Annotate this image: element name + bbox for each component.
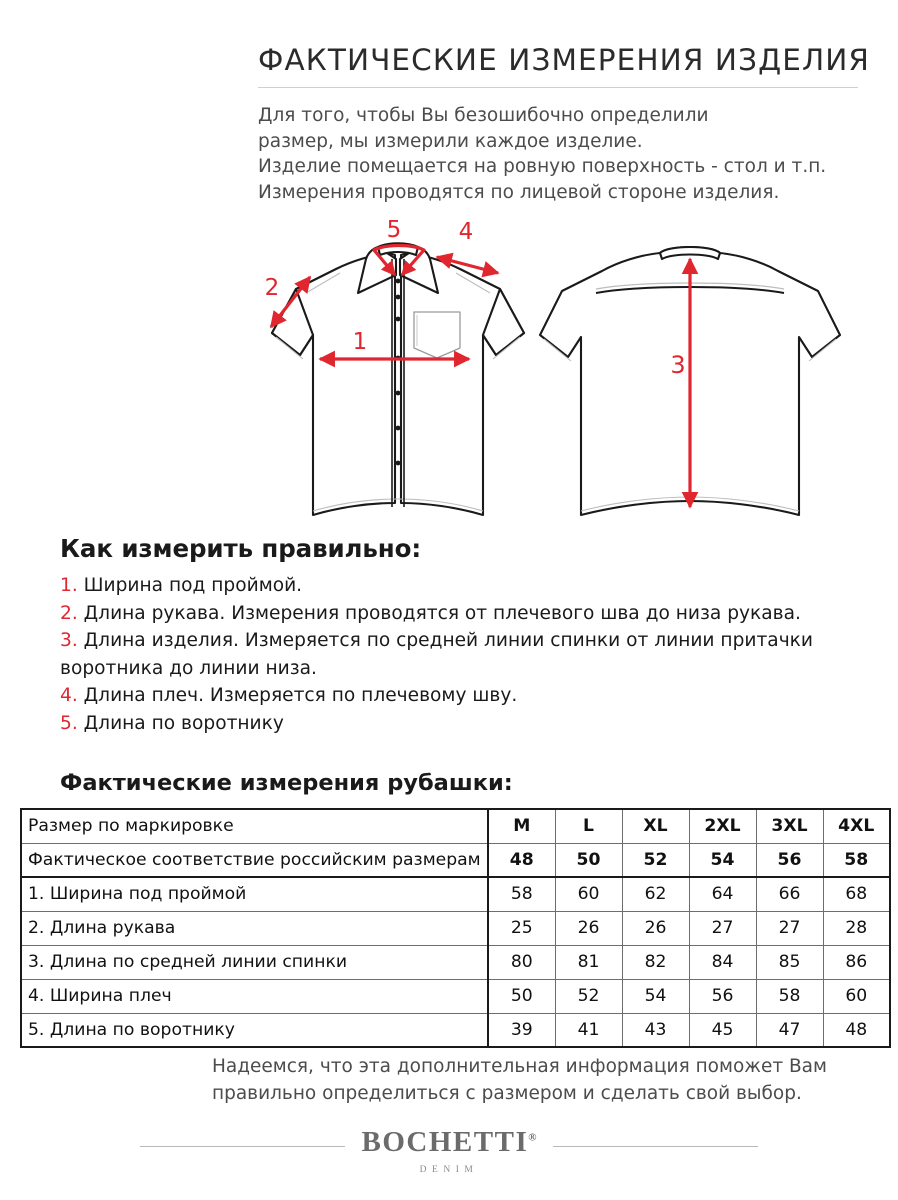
table-cell: 25 xyxy=(488,911,555,945)
shirt-buttons xyxy=(396,279,401,466)
page-title: ФАКТИЧЕСКИЕ ИЗМЕРЕНИЯ ИЗДЕЛИЯ xyxy=(258,43,871,77)
intro-line: Изделие помещается на ровную поверхность - стол и т.п. xyxy=(258,156,827,178)
intro-line: Измерения проводятся по лицевой стороне изделия. xyxy=(258,181,780,203)
table-cell: 2XL xyxy=(689,809,756,843)
outro-paragraph xyxy=(212,1053,852,1107)
table-cell: 58 xyxy=(823,843,890,877)
table-cell: 50 xyxy=(555,843,622,877)
table-cell: 80 xyxy=(488,945,555,979)
table-cell: 28 xyxy=(823,911,890,945)
table-cell: 39 xyxy=(488,1013,555,1047)
size-table-title: Фактические измерения рубашки: xyxy=(60,770,513,796)
table-cell: 48 xyxy=(488,843,555,877)
table-cell: 50 xyxy=(488,979,555,1013)
list-item-text: Ширина под проймой. xyxy=(77,575,303,596)
table-cell: 3XL xyxy=(756,809,823,843)
table-row-russian-sizes xyxy=(21,843,890,877)
shirt-measurement-diagram xyxy=(0,215,898,525)
table-cell: 26 xyxy=(555,911,622,945)
table-row xyxy=(21,1013,890,1047)
callout-4-label: 4 xyxy=(458,219,474,245)
shirt-diagram-svg xyxy=(0,215,898,525)
table-row-label: Размер по маркировке xyxy=(21,809,488,843)
intro-line: размер, мы измерили каждое изделие. xyxy=(258,130,643,152)
title-divider xyxy=(258,87,858,88)
table-cell: 27 xyxy=(689,911,756,945)
list-item-number: 2. xyxy=(60,602,78,624)
registered-trademark-icon: ® xyxy=(528,1131,537,1144)
brand-logo xyxy=(0,1126,898,1159)
table-cell: 54 xyxy=(622,979,689,1013)
list-item-text: Длина рукава. Измерения проводятся от плечевого шва до низа рукава. xyxy=(77,602,801,624)
table-cell: M xyxy=(488,809,555,843)
header xyxy=(258,43,871,205)
table-cell: 54 xyxy=(689,843,756,877)
size-table xyxy=(20,808,891,1048)
table-cell: 45 xyxy=(689,1013,756,1047)
table-cell: 56 xyxy=(756,843,823,877)
outro-line: правильно определиться с размером и сделать свой выбор. xyxy=(212,1083,802,1104)
table-row-label: Фактическое соответствие российским размерам xyxy=(21,843,488,877)
list-item-number: 4. xyxy=(60,685,78,706)
table-cell: XL xyxy=(622,809,689,843)
list-item-text: Длина по воротнику xyxy=(77,712,284,734)
table-row-label: 3. Длина по средней линии спинки xyxy=(21,945,488,979)
how-to-measure-list xyxy=(60,572,870,737)
brand-footer xyxy=(0,1118,898,1188)
list-item xyxy=(60,600,870,628)
table-row xyxy=(21,945,890,979)
callout-3-label: 3 xyxy=(670,351,686,379)
table-cell: 47 xyxy=(756,1013,823,1047)
table-cell: 26 xyxy=(622,911,689,945)
table-cell: 52 xyxy=(622,843,689,877)
table-cell: 27 xyxy=(756,911,823,945)
table-row-label: 4. Ширина плеч xyxy=(21,979,488,1013)
list-item-continuation xyxy=(60,655,870,683)
list-item-text: воротника до линии низа. xyxy=(60,657,317,679)
table-cell: 82 xyxy=(622,945,689,979)
list-item xyxy=(60,572,870,600)
list-item xyxy=(60,710,870,738)
table-cell: 86 xyxy=(823,945,890,979)
table-cell: 60 xyxy=(555,877,622,911)
table-cell: L xyxy=(555,809,622,843)
table-row xyxy=(21,911,890,945)
callout-2-label: 2 xyxy=(264,275,280,301)
outro-line: Надеемся, что эта дополнительная информация поможет Вам xyxy=(212,1056,827,1077)
callout-5-label: 5 xyxy=(386,217,402,243)
table-cell: 56 xyxy=(689,979,756,1013)
table-cell: 66 xyxy=(756,877,823,911)
table-cell: 41 xyxy=(555,1013,622,1047)
list-item xyxy=(60,627,870,655)
callout-1-label: 1 xyxy=(352,329,368,355)
how-to-measure-section xyxy=(60,534,870,737)
table-cell: 4XL xyxy=(823,809,890,843)
list-item-text: Длина изделия. Измеряется по средней линии спинки от линии притачки xyxy=(77,630,813,651)
how-to-measure-title: Как измерить правильно: xyxy=(60,534,422,563)
intro-line: Для того, чтобы Вы безошибочно определили xyxy=(258,105,709,127)
table-row xyxy=(21,979,890,1013)
table-cell: 43 xyxy=(622,1013,689,1047)
table-row xyxy=(21,877,890,911)
list-item-number: 5. xyxy=(60,712,78,734)
brand-tagline: DENIM xyxy=(419,1165,479,1175)
table-row-header-marking xyxy=(21,809,890,843)
table-cell: 84 xyxy=(689,945,756,979)
table-row-label: 1. Ширина под проймой xyxy=(21,877,488,911)
table-row-label: 5. Длина по воротнику xyxy=(21,1013,488,1047)
table-cell: 64 xyxy=(689,877,756,911)
list-item-number: 1. xyxy=(60,575,78,596)
shirt-front-illustration xyxy=(272,243,524,525)
list-item-number: 3. xyxy=(60,630,78,651)
table-cell: 58 xyxy=(756,979,823,1013)
intro-paragraph xyxy=(258,103,858,205)
table-cell: 68 xyxy=(823,877,890,911)
table-cell: 48 xyxy=(823,1013,890,1047)
list-item-text: Длина плеч. Измеряется по плечевому шву. xyxy=(77,685,518,706)
table-cell: 60 xyxy=(823,979,890,1013)
table-cell: 62 xyxy=(622,877,689,911)
brand-logo-text: BOCHETTI xyxy=(361,1126,529,1158)
table-cell: 81 xyxy=(555,945,622,979)
table-row-label: 2. Длина рукава xyxy=(21,911,488,945)
table-cell: 52 xyxy=(555,979,622,1013)
table-cell: 85 xyxy=(756,945,823,979)
list-item xyxy=(60,682,870,710)
table-cell: 58 xyxy=(488,877,555,911)
